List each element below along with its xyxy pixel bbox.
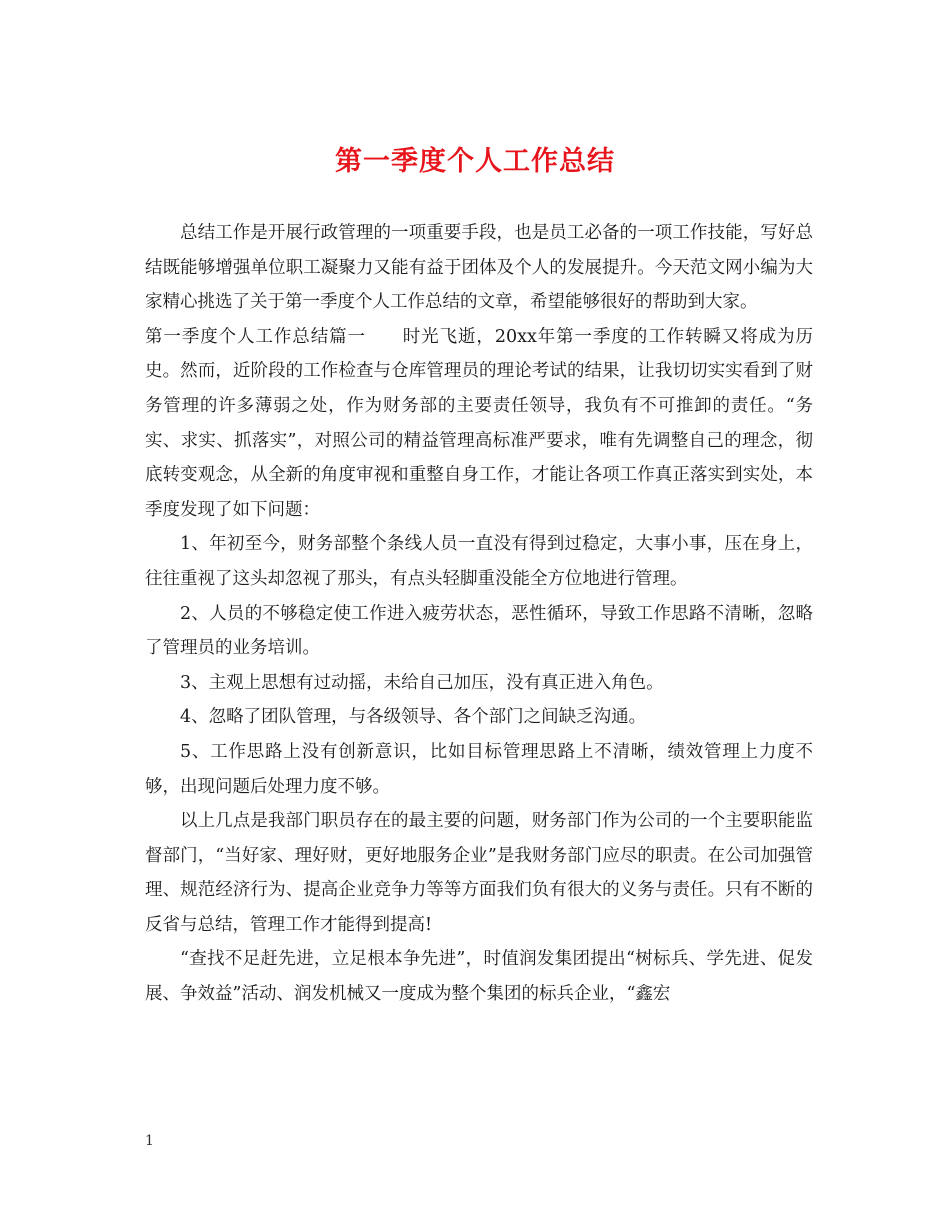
- paragraph-issue-5: 5、工作思路上没有创新意识，比如目标管理思路上不清晰，绩效管理上力度不够，出现问题后处理力度不够。: [145, 741, 813, 797]
- paragraph-issue-2: 2、人员的不够稳定使工作进入疲劳状态，恶性循环，导致工作思路不清晰，忽略了管理员的业务培训。: [145, 603, 813, 659]
- paragraph-issue-1: 1、年初至今，财务部整个条线人员一直没有得到过稳定，大事小事，压在身上，往往重视了这头却忽视了那头，有点头轻脚重没能全方位地进行管理。: [145, 534, 813, 589]
- paragraph-section-one: 第一季度个人工作总结篇一 时光飞逝，20xx年第一季度的工作转瞬又将成为历史。然而，近阶段的工作检查与仓库管理员的理论考试的结果，让我切切实实看到了财务管理的许多薄弱之处，作为财务部的主要责任领导，我负有不可推卸的责任。“务实、求实、抓落实”，对照公司的精益管理高标准严要求，唯有先调整自己的理念，彻底转变观念，从全新的角度审视和重整自身工作，才能让各项工作真正落实到实处，本季度发现了如下问题：: [145, 326, 813, 520]
- paragraph-summary: 以上几点是我部门职员存在的最主要的问题，财务部门作为公司的一个主要职能监督部门，“当好家、理好财，更好地服务企业”是我财务部门应尽的职责。在公司加强管理、规范经济行为、提高企业竞争力等等方面我们负有很大的义务与责任。只有不断的反省与总结，管理工作才能得到提高!: [145, 811, 813, 935]
- paragraph-issue-3: 3、主观上思想有过动摇，未给自己加压，没有真正进入角色。: [180, 672, 664, 693]
- document-body: [145, 216, 813, 1012]
- paragraph-intro: 总结工作是开展行政管理的一项重要手段，也是员工必备的一项工作技能，写好总结既能够增强单位职工凝聚力又能有益于团体及个人的发展提升。今天范文网小编为大家精心挑选了关于第一季度个人工作总结的文章，希望能够很好的帮助到大家。: [145, 223, 813, 313]
- paragraph-issue-4: 4、忽略了团队管理，与各级领导、各个部门之间缺乏沟通。: [180, 707, 647, 728]
- paragraph-continuation: “查找不足赶先进，立足根本争先进”，时值润发集团提出“树标兵、学先进、促发展、争效益”活动、润发机械又一度成为整个集团的标兵企业，“鑫宏: [145, 949, 813, 1005]
- document-title: 第一季度个人工作总结: [335, 146, 615, 177]
- page-number: 1: [145, 1133, 154, 1149]
